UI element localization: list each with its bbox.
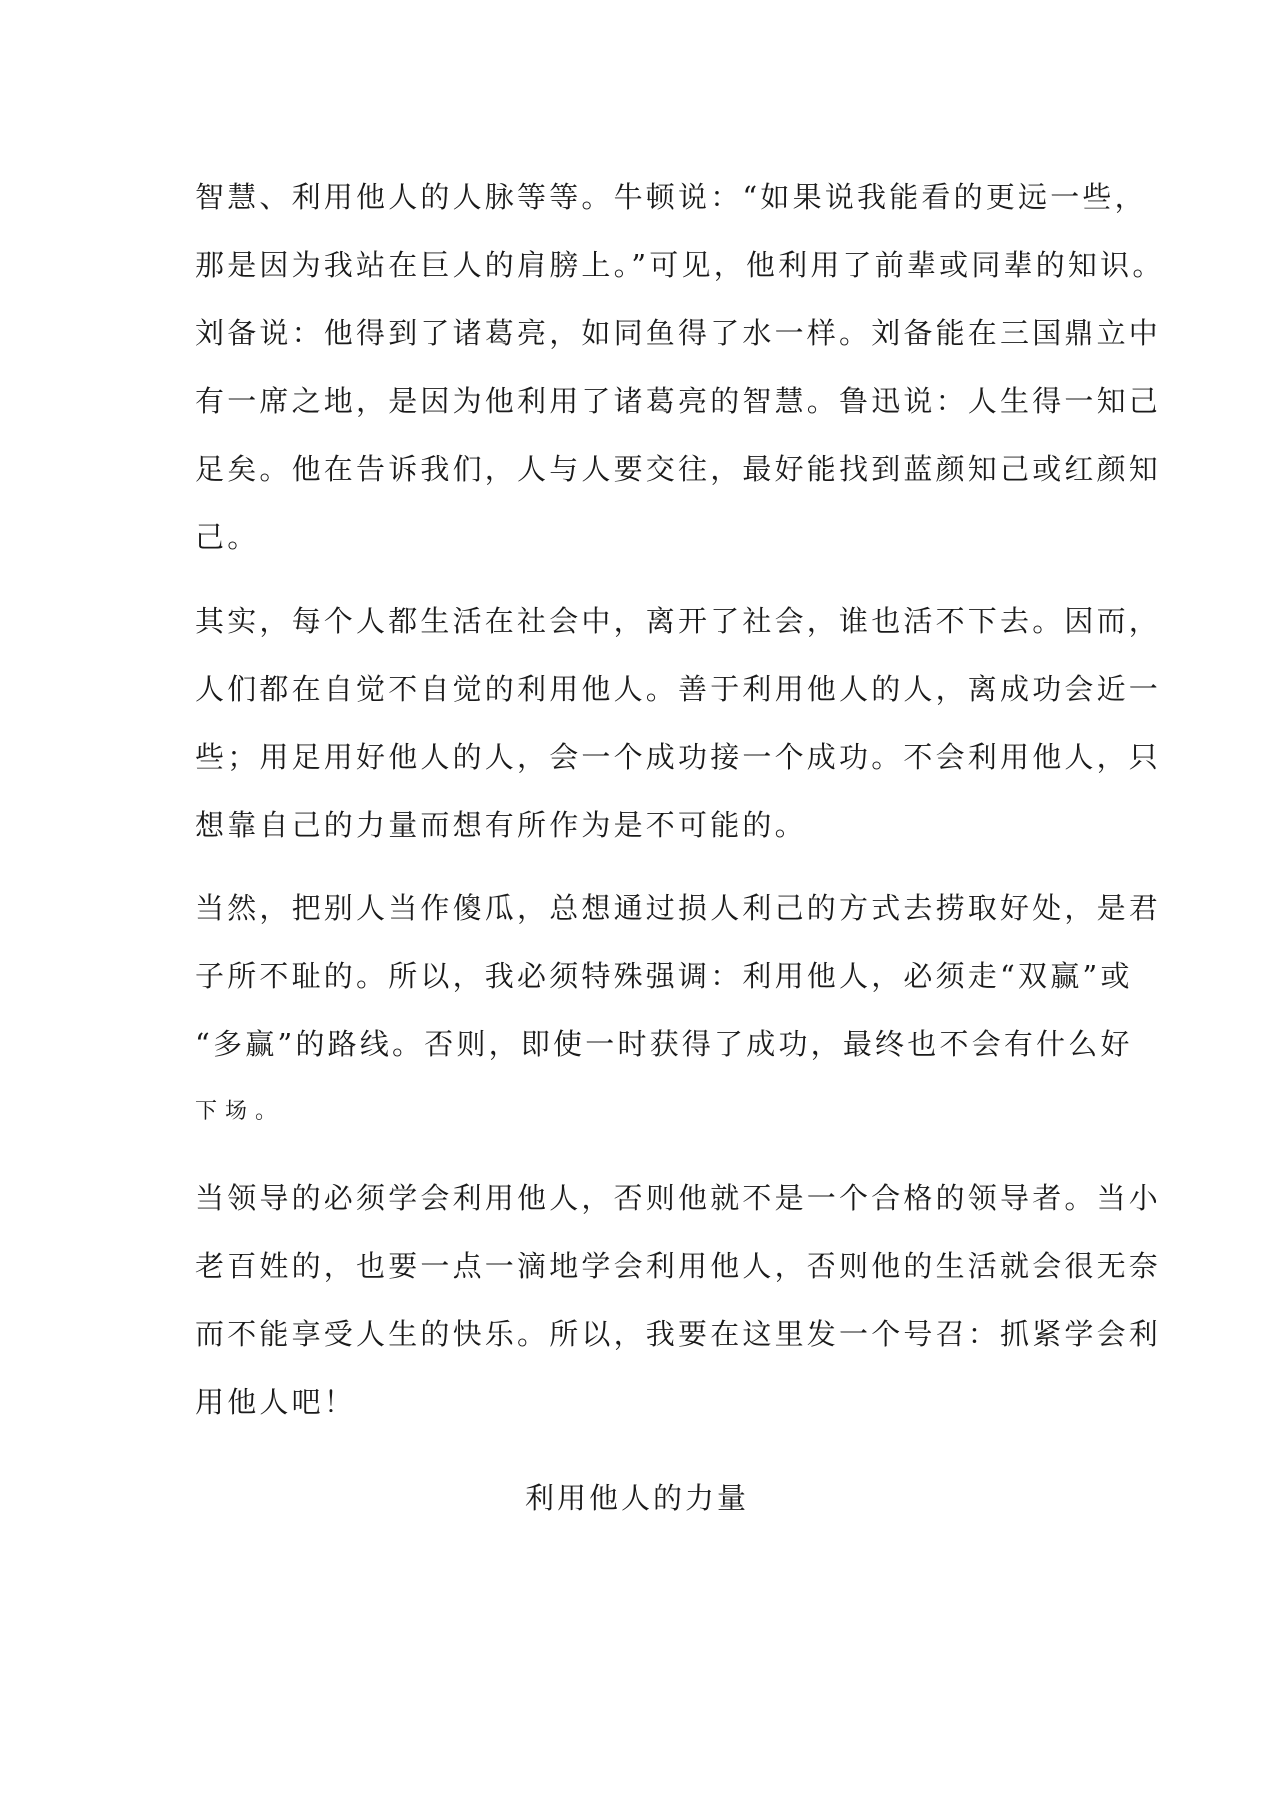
document-title: 利用他人的力量 xyxy=(524,1481,749,1515)
paragraph-3-line-1: 当然，把别人当作傻瓜，总想通过损人利己的方式去捞取好处，是君 xyxy=(195,891,1162,925)
paragraph-1-line-3: 刘备说：他得到了诸葛亮，如同鱼得了水一样。刘备能在三国鼎立中 xyxy=(195,316,1162,350)
paragraph-4-line-3: 而不能享受人生的快乐。所以，我要在这里发一个号召：抓紧学会利 xyxy=(195,1317,1162,1351)
paragraph-1-line-5: 足矣。他在告诉我们，人与人要交往，最好能找到蓝颜知己或红颜知 xyxy=(195,452,1162,486)
paragraph-2-line-2: 人们都在自觉不自觉的利用他人。善于利用他人的人，离成功会近一 xyxy=(195,672,1162,706)
paragraph-2-line-4: 想靠自己的力量而想有所作为是不可能的。 xyxy=(195,808,807,842)
paragraph-1-line-4: 有一席之地，是因为他利用了诸葛亮的智慧。鲁迅说：人生得一知己 xyxy=(195,384,1162,418)
paragraph-1-line-1: 智慧、利用他人的人脉等等。牛顿说：“如果说我能看的更远一些， xyxy=(195,180,1147,214)
paragraph-1-line-2: 那是因为我站在巨人的肩膀上。”可见，他利用了前辈或同辈的知识。 xyxy=(195,248,1165,282)
paragraph-2-line-1: 其实，每个人都生活在社会中，离开了社会，谁也活不下去。因而， xyxy=(195,604,1162,638)
paragraph-3-line-2: 子所不耻的。所以，我必须特殊强调：利用他人，必须走“双赢”或 xyxy=(195,959,1133,993)
paragraph-4-line-1: 当领导的必须学会利用他人，否则他就不是一个合格的领导者。当小 xyxy=(195,1181,1162,1215)
paragraph-2-line-3: 些；用足用好他人的人，会一个成功接一个成功。不会利用他人，只 xyxy=(195,740,1162,774)
paragraph-1-line-6: 己。 xyxy=(195,520,260,554)
paragraph-4-line-2: 老百姓的，也要一点一滴地学会利用他人，否则他的生活就会很无奈 xyxy=(195,1249,1162,1283)
paragraph-3-line-3: “多赢”的路线。否则，即使一时获得了成功，最终也不会有什么好 xyxy=(195,1027,1133,1061)
paragraph-4-line-4: 用他人吧！ xyxy=(195,1385,357,1419)
paragraph-3-line-4: 下场。 xyxy=(195,1099,286,1124)
